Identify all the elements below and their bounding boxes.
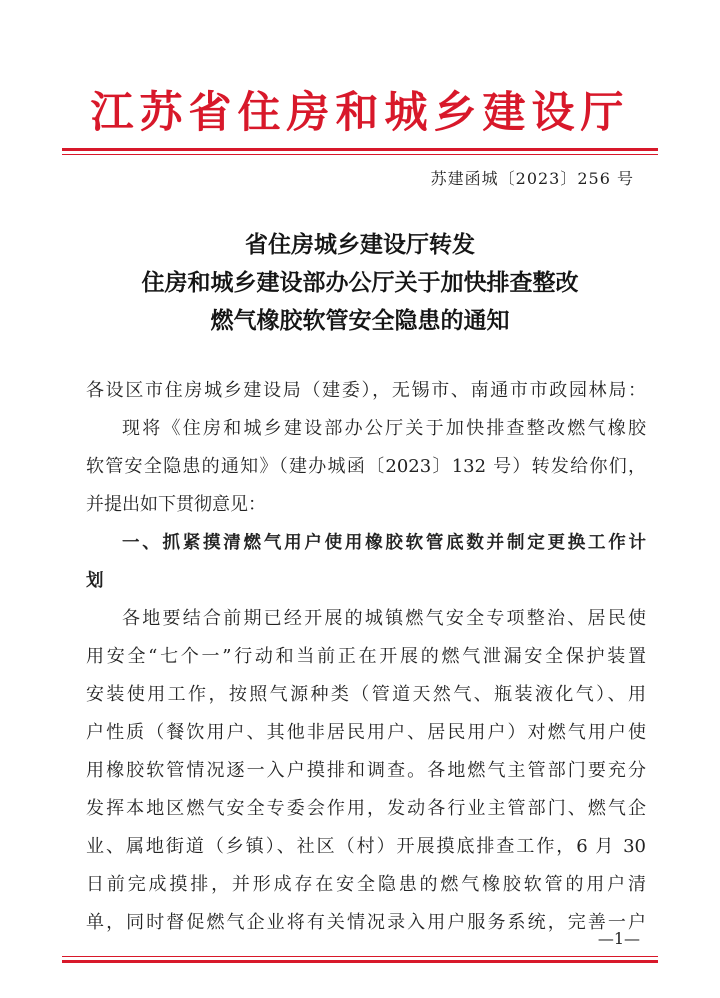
document-body: [86, 372, 646, 942]
document-title-line-3: 燃气橡胶软管安全隐患的通知: [210, 308, 510, 334]
page-number: —1—: [597, 929, 640, 948]
document-number: 苏建函城〔2023〕256 号: [430, 169, 634, 188]
document-title-line-1: 省住房城乡建设厅转发: [245, 232, 475, 258]
body-line: 发挥本地区燃气安全专委会作用，发动各行业主管部门、燃气企: [86, 798, 646, 819]
header-red-rule-thin: [62, 154, 658, 155]
footer-red-rule-thin: [62, 956, 658, 957]
section-heading-continued: 划: [86, 571, 104, 591]
document-title-line-2: 住房和城乡建设部办公厅关于加快排查整改: [141, 270, 579, 296]
issuing-agency-title: 江苏省住房和城乡建设厅: [90, 88, 630, 138]
salutation: 各设区市住房城乡建设局（建委），无锡市、南通市市政园林局：: [86, 380, 646, 401]
document-title: [0, 226, 720, 340]
footer-red-rule-thick: [62, 960, 658, 963]
section-heading: 一、抓紧摸清燃气用户使用橡胶软管底数并制定更换工作计: [122, 533, 646, 553]
body-line: 安装使用工作，按照气源种类（管道天然气、瓶装液化气）、用: [86, 684, 646, 705]
header-red-rule-thick: [62, 148, 658, 151]
body-line: 用橡胶软管情况逐一入户摸排和调查。各地燃气主管部门要充分: [86, 760, 646, 781]
body-line: 户性质（餐饮用户、其他非居民用户、居民用户）对燃气用户使: [86, 722, 646, 743]
body-line: 软管安全隐患的通知》（建办城函〔2023〕132 号）转发给你们，: [86, 456, 646, 477]
body-line: 现将《住房和城乡建设部办公厅关于加快排查整改燃气橡胶: [122, 418, 646, 439]
body-line: 业、属地街道（乡镇）、社区（村）开展摸底排查工作，6 月 30: [86, 836, 646, 857]
body-line: 单，同时督促燃气企业将有关情况录入用户服务系统，完善一户: [86, 912, 646, 933]
body-line: 各地要结合前期已经开展的城镇燃气安全专项整治、居民使: [122, 608, 646, 629]
body-line: 并提出如下贯彻意见：: [86, 494, 266, 515]
body-line: 用安全“七个一”行动和当前正在开展的燃气泄漏安全保护装置: [86, 646, 646, 667]
body-line: 日前完成摸排，并形成存在安全隐患的燃气橡胶软管的用户清: [86, 874, 646, 895]
